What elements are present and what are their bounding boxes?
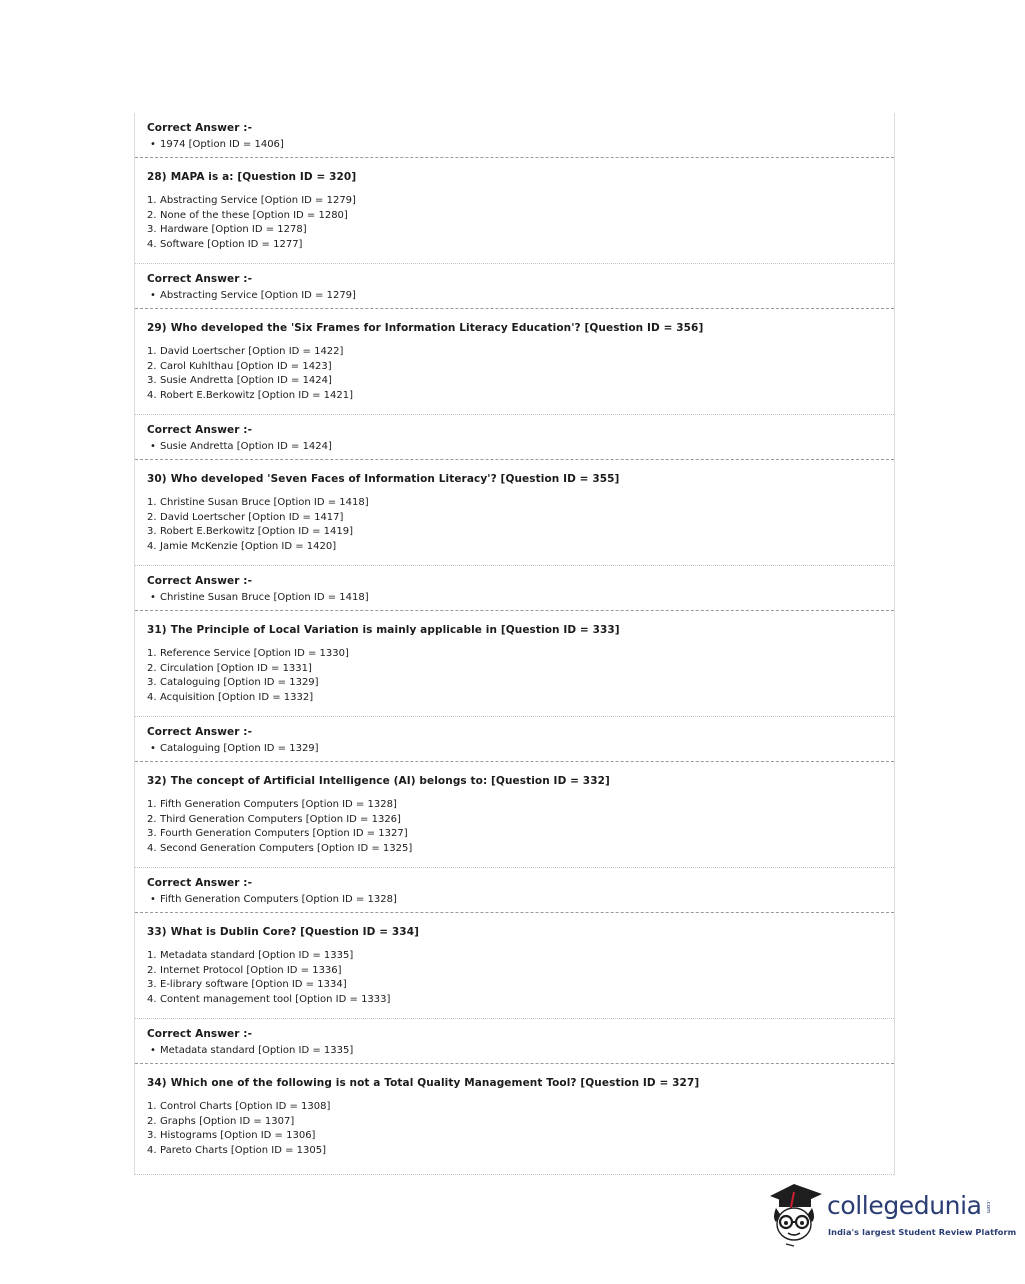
option-item: 2. Carol Kuhlthau [Option ID = 1423] [147, 360, 332, 372]
option-item: 3. Fourth Generation Computers [Option ID = 1327] [147, 828, 408, 840]
correct-answer-item [147, 1044, 894, 1058]
option-item: 4. Robert E.Berkowitz [Option ID = 1421] [147, 389, 353, 401]
question-number: 32) [147, 775, 167, 787]
option-item: 4. Jamie McKenzie [Option ID = 1420] [147, 540, 337, 552]
options-list [147, 1100, 894, 1158]
bullet-icon: • [150, 290, 156, 301]
option-item: 3. Histograms [Option ID = 1306] [147, 1130, 316, 1142]
bullet-icon: • [150, 139, 156, 150]
correct-answer-label: Correct Answer :- [147, 424, 253, 436]
correct-answer-text: Susie Andretta [Option ID = 1424] [160, 441, 332, 452]
question-text: What is Dublin Core? [Question ID = 334] [170, 926, 420, 938]
correct-answer-item [147, 742, 894, 756]
option-item: 3. Hardware [Option ID = 1278] [147, 224, 307, 236]
question-title [147, 774, 894, 788]
options-list [147, 949, 894, 1007]
question-text: Which one of the following is not a Total Quality Management Tool? [Question ID = 327] [170, 1077, 700, 1089]
answer-block-33 [135, 1019, 894, 1064]
answer-block-30 [135, 566, 894, 611]
question-number: 31) [147, 624, 167, 636]
question-number: 33) [147, 926, 167, 938]
correct-answer-label: Correct Answer :- [147, 273, 253, 285]
option-item: 1. Reference Service [Option ID = 1330] [147, 648, 349, 659]
question-number: 28) [147, 171, 167, 183]
option-item: 1. Fifth Generation Computers [Option ID = 1328] [147, 799, 397, 810]
option-item: 2. David Loertscher [Option ID = 1417] [147, 511, 344, 523]
question-number: 34) [147, 1077, 167, 1089]
answer-block-27 [135, 113, 894, 158]
option-item: 4. Pareto Charts [Option ID = 1305] [147, 1144, 327, 1156]
question-block-33 [135, 913, 894, 1019]
correct-answer-item [147, 138, 894, 152]
question-number: 29) [147, 322, 167, 334]
options-list [147, 194, 894, 252]
options-list [147, 647, 894, 705]
question-block-31 [135, 611, 894, 717]
question-title [147, 321, 894, 335]
question-block-34 [135, 1064, 894, 1175]
correct-answer-text: Christine Susan Bruce [Option ID = 1418] [160, 592, 369, 603]
option-item: 4. Second Generation Computers [Option ID = 1325] [147, 842, 413, 854]
correct-answer-text: Cataloguing [Option ID = 1329] [160, 743, 319, 754]
option-item: 4. Software [Option ID = 1277] [147, 238, 303, 250]
option-item: 2. Graphs [Option ID = 1307] [147, 1115, 295, 1127]
option-item: 2. Internet Protocol [Option ID = 1336] [147, 964, 342, 976]
option-item: 4. Content management tool [Option ID = 1333] [147, 993, 391, 1005]
option-item: 3. Robert E.Berkowitz [Option ID = 1419] [147, 526, 353, 538]
option-item: 3. Susie Andretta [Option ID = 1424] [147, 375, 332, 387]
question-text: Who developed 'Seven Faces of Information Literacy'? [Question ID = 355] [170, 473, 620, 485]
option-item: 4. Acquisition [Option ID = 1332] [147, 691, 314, 703]
bullet-icon: • [150, 441, 156, 452]
question-number: 30) [147, 473, 167, 485]
correct-answer-text: 1974 [Option ID = 1406] [160, 139, 284, 150]
question-title [147, 623, 894, 637]
option-item: 1. Abstracting Service [Option ID = 1279] [147, 195, 356, 206]
option-item: 1. Control Charts [Option ID = 1308] [147, 1101, 331, 1112]
correct-answer-text: Metadata standard [Option ID = 1335] [160, 1045, 354, 1056]
student-mascot-icon [766, 1178, 824, 1248]
correct-answer-label: Correct Answer :- [147, 726, 253, 738]
correct-answer-text: Fifth Generation Computers [Option ID = 1328] [160, 894, 397, 905]
question-block-30 [135, 460, 894, 566]
question-block-29 [135, 309, 894, 415]
option-item: 3. Cataloguing [Option ID = 1329] [147, 677, 319, 689]
options-list [147, 798, 894, 856]
option-item: 1. Christine Susan Bruce [Option ID = 1418] [147, 497, 369, 508]
question-text: The concept of Artificial Intelligence (AI) belongs to: [Question ID = 332] [170, 775, 610, 787]
logo-wordmark: collegedunia [827, 1191, 982, 1220]
question-text: Who developed the 'Six Frames for Information Literacy Education'? [Question ID = 356] [170, 322, 704, 334]
correct-answer-item [147, 289, 894, 303]
question-block-28 [135, 158, 894, 264]
bullet-icon: • [150, 894, 156, 905]
question-title [147, 1076, 894, 1090]
logo-domain-suffix: .com [985, 1200, 991, 1214]
bullet-icon: • [150, 592, 156, 603]
question-text: The Principle of Local Variation is mainly applicable in [Question ID = 333] [170, 624, 620, 636]
option-item: 1. Metadata standard [Option ID = 1335] [147, 950, 354, 961]
answer-block-32 [135, 868, 894, 913]
correct-answer-item [147, 440, 894, 454]
option-item: 2. None of the these [Option ID = 1280] [147, 209, 348, 221]
collegedunia-logo [766, 1178, 1017, 1250]
options-list [147, 496, 894, 554]
option-item: 3. E-library software [Option ID = 1334] [147, 979, 347, 991]
logo-tagline: India's largest Student Review Platform [828, 1227, 1017, 1237]
correct-answer-label: Correct Answer :- [147, 1028, 253, 1040]
question-sheet [134, 113, 895, 1175]
bullet-icon: • [150, 1045, 156, 1056]
answer-block-31 [135, 717, 894, 762]
options-list [147, 345, 894, 403]
correct-answer-item [147, 591, 894, 605]
correct-answer-text: Abstracting Service [Option ID = 1279] [160, 290, 356, 301]
question-title [147, 925, 894, 939]
question-text: MAPA is a: [Question ID = 320] [170, 171, 357, 183]
correct-answer-label: Correct Answer :- [147, 877, 253, 889]
question-title [147, 472, 894, 486]
option-item: 2. Third Generation Computers [Option ID = 1326] [147, 813, 401, 825]
correct-answer-label: Correct Answer :- [147, 122, 253, 134]
bullet-icon: • [150, 743, 156, 754]
correct-answer-label: Correct Answer :- [147, 575, 253, 587]
question-title [147, 170, 894, 184]
option-item: 1. David Loertscher [Option ID = 1422] [147, 346, 344, 357]
question-block-32 [135, 762, 894, 868]
answer-block-28 [135, 264, 894, 309]
option-item: 2. Circulation [Option ID = 1331] [147, 662, 312, 674]
correct-answer-item [147, 893, 894, 907]
answer-block-29 [135, 415, 894, 460]
